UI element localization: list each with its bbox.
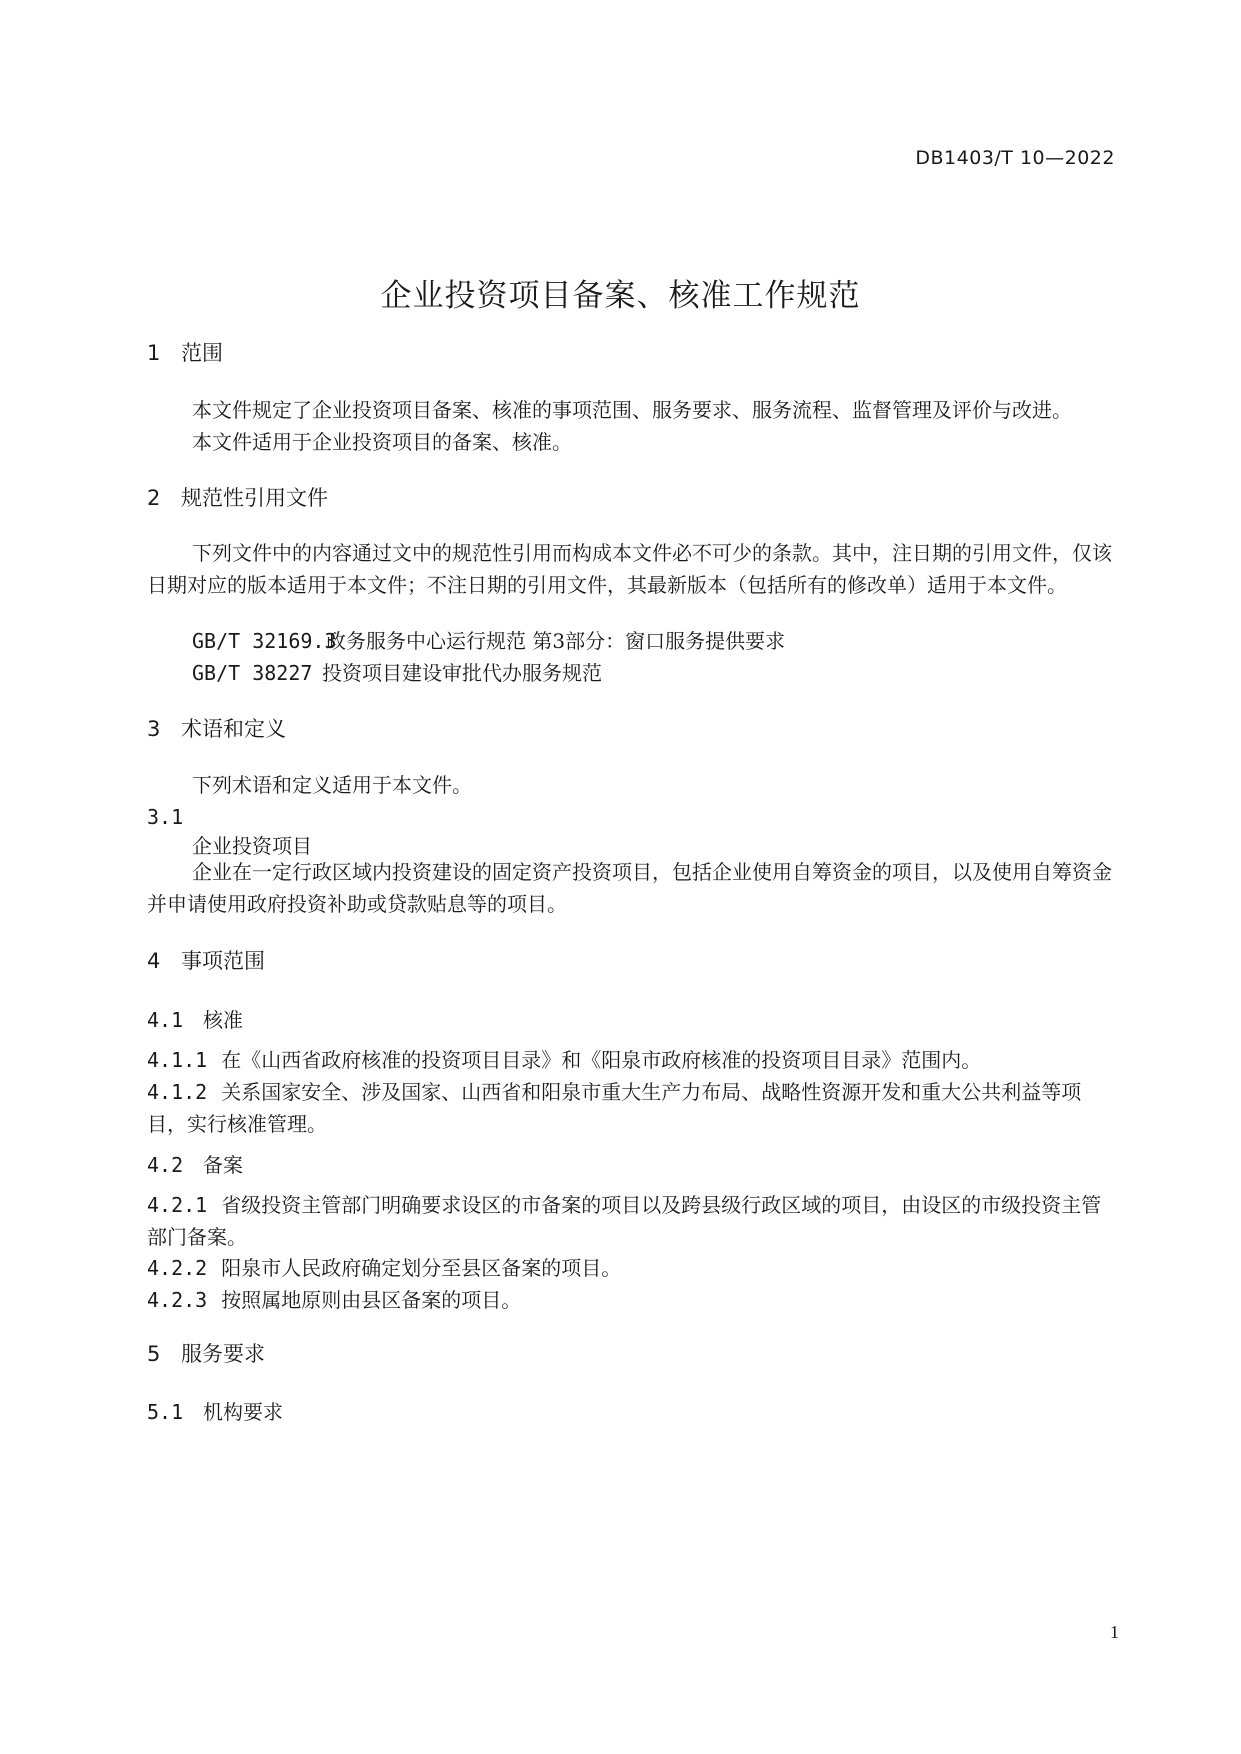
section-number: 4 — [147, 949, 161, 973]
clause-number: 4.1.2 — [147, 1080, 208, 1104]
reference-code: GB/T 32169.3 — [192, 629, 337, 653]
clause-text: 在《山西省政府核准的投资项目目录》和《阳泉市政府核准的投资项目目录》范围内。 — [221, 1048, 982, 1072]
section-number: 2 — [147, 486, 161, 510]
subsection-4-1-heading — [147, 1004, 243, 1033]
term-title: 企业投资项目 — [192, 834, 312, 858]
section-4-heading — [147, 945, 265, 975]
scope-paragraph-2: 本文件适用于企业投资项目的备案、核准。 — [192, 430, 572, 454]
reference-title: 政务服务中心运行规范 第3部分：窗口服务提供要求 — [326, 629, 786, 653]
section-title: 事项范围 — [181, 949, 265, 973]
clause-text: 关系国家安全、涉及国家、山西省和阳泉市重大生产力布局、战略性资源开发和重大公共利益等项目，实行核准管理。 — [147, 1080, 1082, 1136]
subsection-4-2-heading — [147, 1149, 243, 1178]
subsection-5-1-heading — [147, 1396, 283, 1425]
section-title: 范围 — [181, 341, 223, 365]
subsection-title: 机构要求 — [203, 1400, 283, 1424]
clause-number: 4.2.2 — [147, 1256, 208, 1280]
term-definition: 企业在一定行政区域内投资建设的固定资产投资项目，包括企业使用自筹资金的项目，以及使用自筹资金并申请使用政府投资补助或贷款贴息等的项目。 — [147, 860, 1112, 916]
section-2-heading — [147, 482, 328, 512]
clause-text: 省级投资主管部门明确要求设区的市备案的项目以及跨县级行政区域的项目，由设区的市级投资主管部门备案。 — [147, 1193, 1102, 1249]
section-number: 3 — [147, 717, 161, 741]
reference-item — [192, 625, 785, 658]
reference-item — [192, 657, 602, 690]
section-number: 1 — [147, 341, 161, 365]
section-title: 术语和定义 — [181, 717, 286, 741]
clause-number: 4.2.1 — [147, 1193, 208, 1217]
document-title: 企业投资项目备案、核准工作规范 — [380, 278, 861, 314]
terms-intro-paragraph: 下列术语和定义适用于本文件。 — [192, 773, 472, 797]
section-title: 规范性引用文件 — [181, 486, 328, 510]
subsection-title: 备案 — [203, 1153, 243, 1177]
section-1-heading — [147, 337, 223, 367]
subsection-number: 4.2 — [147, 1153, 184, 1177]
clause-4-2-2 — [147, 1252, 1115, 1284]
subsection-title: 核准 — [203, 1008, 243, 1032]
section-number: 5 — [147, 1342, 161, 1366]
reference-code: GB/T 38227 — [192, 661, 313, 685]
section-title: 服务要求 — [181, 1342, 265, 1366]
term-number: 3.1 — [147, 805, 184, 829]
standard-code: DB1403/T 10—2022 — [915, 147, 1115, 169]
clause-number: 4.1.1 — [147, 1048, 208, 1072]
reference-title: 投资项目建设审批代办服务规范 — [322, 661, 602, 685]
clause-number: 4.2.3 — [147, 1288, 208, 1312]
clause-text: 阳泉市人民政府确定划分至县区备案的项目。 — [221, 1256, 622, 1280]
subsection-number: 4.1 — [147, 1008, 184, 1032]
clause-4-1-1 — [147, 1044, 1115, 1076]
clause-text: 按照属地原则由县区备案的项目。 — [221, 1288, 522, 1312]
clause-4-2-3 — [147, 1284, 1115, 1316]
scope-paragraph-1: 本文件规定了企业投资项目备案、核准的事项范围、服务要求、服务流程、监督管理及评价与改进。 — [192, 398, 1072, 422]
section-3-heading — [147, 713, 286, 743]
subsection-number: 5.1 — [147, 1400, 184, 1424]
page-number: 1 — [1110, 1622, 1119, 1642]
clause-4-2-1 — [147, 1189, 1115, 1253]
section-5-heading — [147, 1338, 265, 1368]
normative-references-paragraph: 下列文件中的内容通过文中的规范性引用而构成本文件必不可少的条款。其中，注日期的引用文件，仅该日期对应的版本适用于本文件；不注日期的引用文件，其最新版本（包括所有的修改单）适用于本文件。 — [147, 541, 1112, 597]
clause-4-1-2 — [147, 1076, 1115, 1140]
